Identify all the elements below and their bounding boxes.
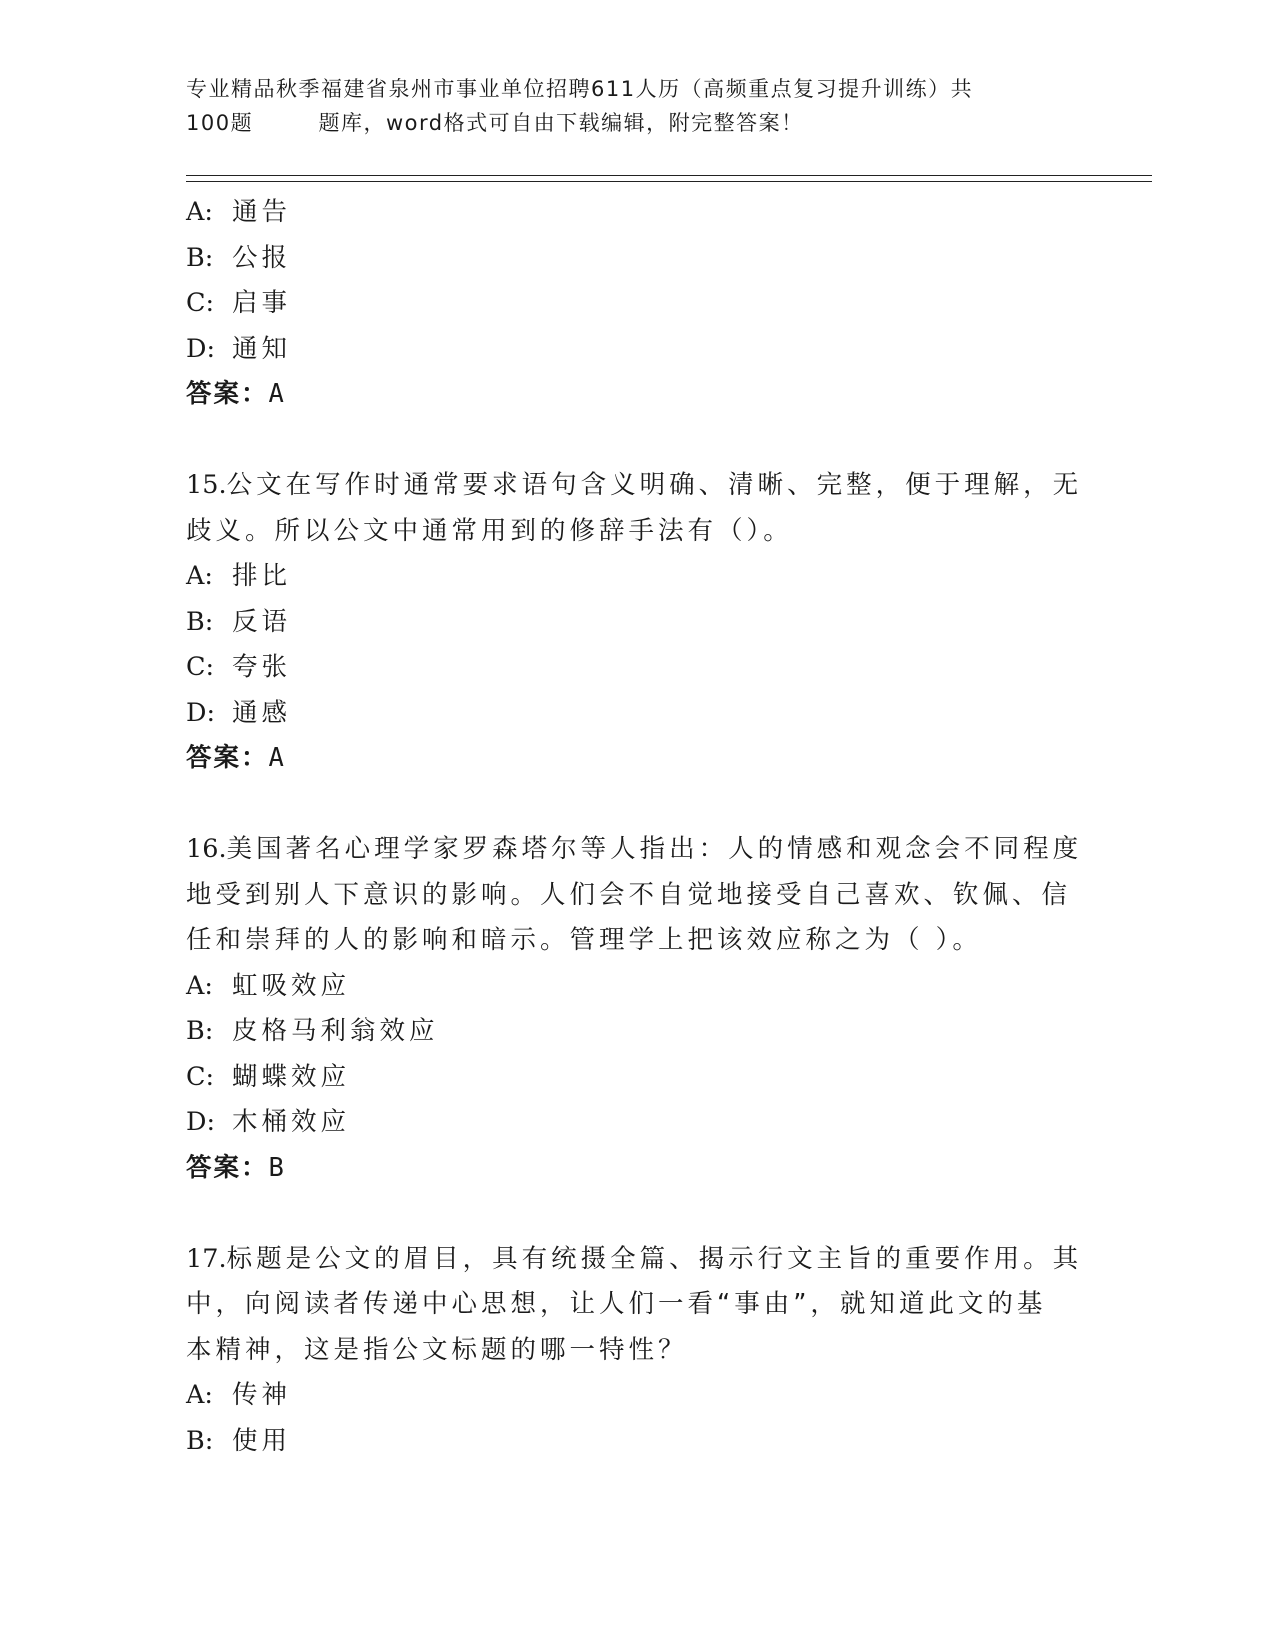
question-15 (186, 463, 1086, 782)
question-text-line: 中，向阅读者传递中心思想，让人们一看“事由”，就知道此文的基 (186, 1289, 1047, 1319)
option-text: 通告 (232, 197, 292, 227)
option-c (186, 645, 1086, 691)
option-letter: A: (186, 970, 214, 1001)
answer-line (186, 736, 1086, 782)
option-a (186, 190, 1086, 236)
option-d (186, 691, 1086, 737)
answer-label: 答案： (186, 379, 269, 409)
question-14-options (186, 190, 1086, 418)
question-16 (186, 827, 1086, 1191)
answer-value: B (268, 1152, 286, 1183)
spacer (186, 418, 1086, 464)
document-header (186, 72, 1086, 140)
option-text: 传神 (232, 1380, 292, 1410)
option-c (186, 281, 1086, 327)
option-text: 虹吸效应 (232, 970, 351, 1001)
option-letter: A: (186, 197, 214, 227)
question-text-line (186, 827, 1086, 873)
option-text: 木桶效应 (232, 1107, 351, 1137)
header-title-line-1: 专业精品秋季福建省泉州市事业单位招聘611人历（高频重点复习提升训练）共 (186, 77, 974, 101)
option-letter: B: (186, 1425, 214, 1456)
option-text: 公报 (232, 242, 292, 273)
question-text-line: 本精神，这是指公文标题的哪一特性？ (186, 1334, 688, 1365)
option-text: 启事 (232, 288, 292, 318)
option-c (186, 1055, 1086, 1101)
option-text: 通知 (232, 333, 292, 364)
answer-value: A (268, 379, 286, 409)
answer-value: A (268, 743, 286, 773)
option-letter: C: (186, 1061, 215, 1092)
option-a (186, 554, 1086, 600)
question-text-line (186, 463, 1086, 509)
spacer (186, 1191, 1086, 1237)
option-letter: A: (186, 561, 214, 591)
header-divider-top (186, 175, 1152, 176)
question-number: 17. (186, 1243, 227, 1274)
question-text: 标题是公文的眉目，具有统摄全篇、揭示行文主旨的重要作用。其 (226, 1243, 1083, 1274)
option-b (186, 1419, 1086, 1465)
option-text: 夸张 (232, 652, 292, 682)
spacer (186, 782, 1086, 828)
option-letter: B: (186, 1016, 214, 1046)
question-number: 16. (186, 834, 227, 864)
option-text: 皮格马利翁效应 (232, 1016, 439, 1046)
question-number: 15. (186, 470, 227, 500)
question-text-line: 任和崇拜的人的影响和暗示。管理学上把该效应称之为（ ）。 (186, 925, 982, 955)
option-text: 排比 (232, 561, 292, 591)
option-text: 蝴蝶效应 (232, 1061, 351, 1092)
option-letter: B: (186, 606, 214, 637)
question-17 (186, 1237, 1086, 1465)
option-letter: D: (186, 333, 216, 364)
question-text-line: 地受到别人下意识的影响。人们会不自觉地接受自己喜欢、钦佩、信 (186, 879, 1072, 910)
answer-label: 答案： (186, 1152, 269, 1183)
option-letter: B: (186, 242, 214, 273)
option-letter: D: (186, 697, 216, 728)
option-b (186, 1009, 1086, 1055)
option-text: 通感 (232, 697, 292, 728)
option-text: 使用 (232, 1425, 292, 1456)
option-letter: A: (186, 1380, 214, 1410)
option-b (186, 236, 1086, 282)
question-text-line: 歧义。所以公文中通常用到的修辞手法有（）。 (186, 515, 793, 546)
header-title-line-2: 100题 题库，word格式可自由下载编辑，附完整答案！ (186, 111, 804, 135)
option-a (186, 1373, 1086, 1419)
question-text: 美国著名心理学家罗森塔尔等人指出：人的情感和观念会不同程度 (226, 834, 1083, 864)
question-text: 公文在写作时通常要求语句含义明确、清晰、完整，便于理解，无 (226, 470, 1083, 500)
option-letter: C: (186, 652, 215, 682)
answer-line (186, 1146, 1086, 1192)
header-divider-bottom (186, 181, 1152, 182)
option-b (186, 600, 1086, 646)
option-letter: C: (186, 288, 215, 318)
question-content (186, 190, 1086, 1464)
option-d (186, 1100, 1086, 1146)
option-letter: D: (186, 1107, 216, 1137)
answer-line (186, 372, 1086, 418)
option-d (186, 327, 1086, 373)
option-text: 反语 (232, 606, 292, 637)
option-a (186, 964, 1086, 1010)
answer-label: 答案： (186, 743, 269, 773)
question-text-line (186, 1237, 1086, 1283)
